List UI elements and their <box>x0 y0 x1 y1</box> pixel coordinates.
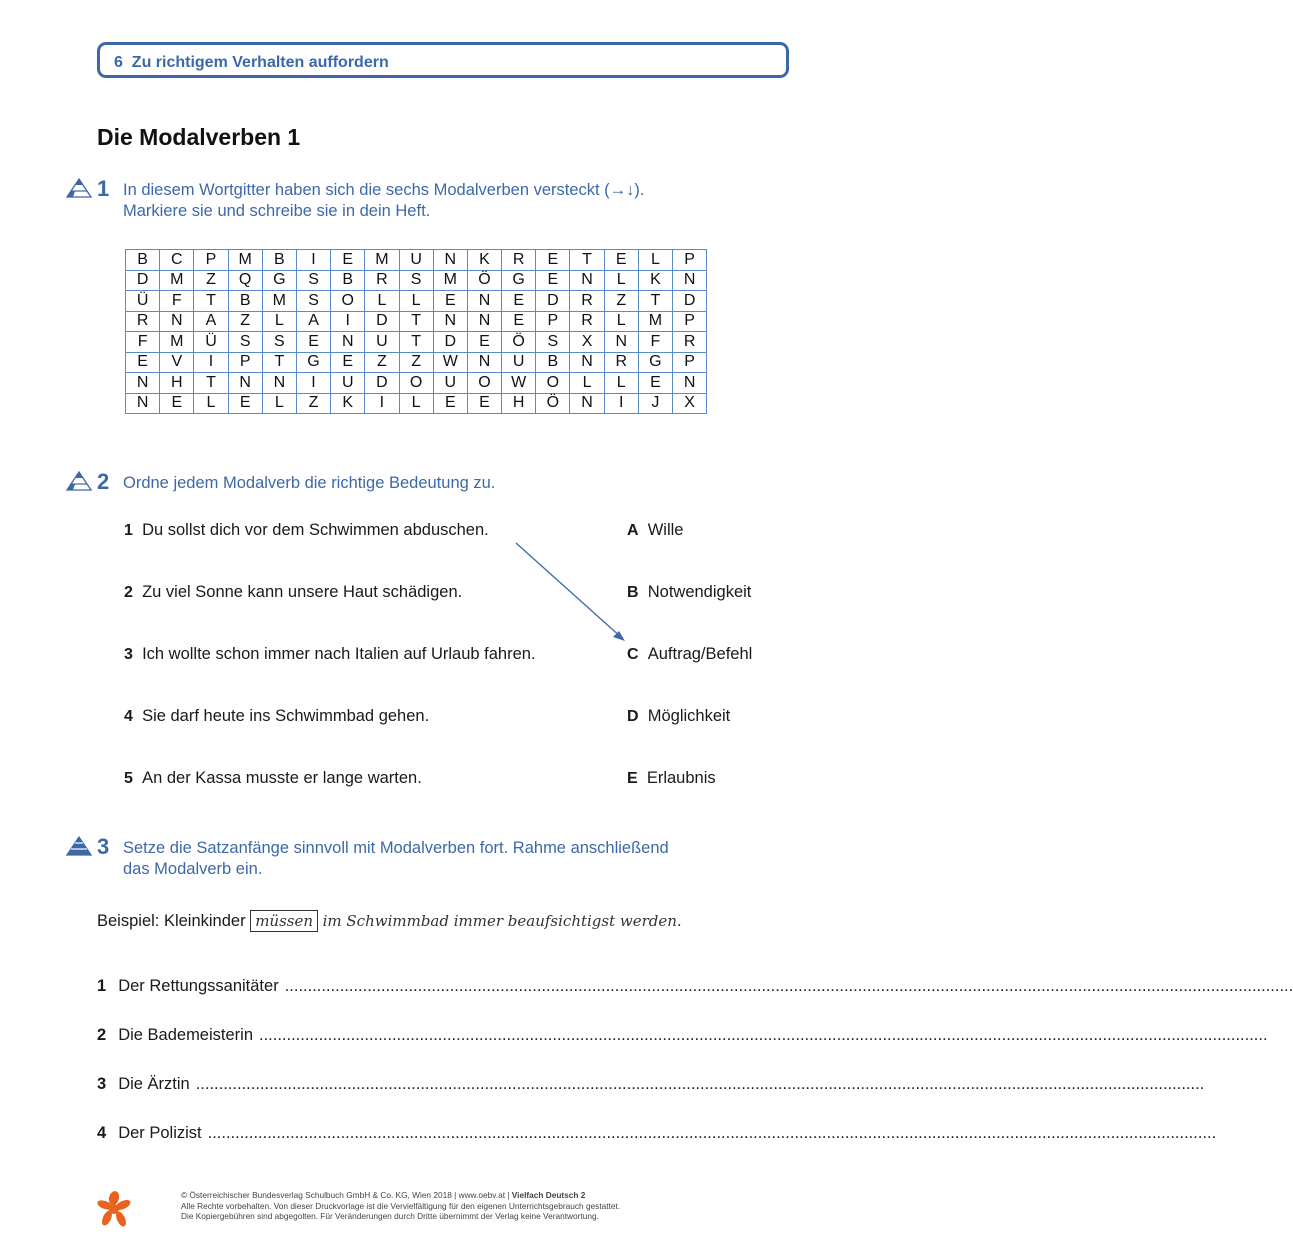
answer-line <box>97 1075 1205 1094</box>
grid-cell[interactable]: X <box>673 393 707 414</box>
grid-cell[interactable]: I <box>365 393 399 414</box>
grid-cell[interactable]: N <box>570 352 604 373</box>
grid-cell[interactable]: G <box>638 352 672 373</box>
grid-cell[interactable]: F <box>126 332 160 353</box>
grid-cell[interactable]: I <box>604 393 638 414</box>
grid-row <box>126 270 707 291</box>
sentence-number: 1 <box>124 522 133 539</box>
grid-cell[interactable]: P <box>673 352 707 373</box>
grid-cell[interactable]: T <box>399 311 433 332</box>
page-title: Die Modalverben 1 <box>97 124 301 150</box>
answer-number: 2 <box>97 1026 107 1044</box>
grid-row <box>126 352 707 373</box>
grid-cell[interactable]: G <box>262 270 296 291</box>
grid-cell[interactable]: L <box>365 291 399 312</box>
grid-cell[interactable]: P <box>536 311 570 332</box>
grid-cell[interactable]: I <box>296 373 330 394</box>
grid-cell[interactable]: R <box>570 291 604 312</box>
footer-line2: Alle Rechte vorbehalten. Von dieser Druckvorlage ist die Vervielfältigung für den eigenen Unterrichtsgebrauch gestattet. <box>181 1200 621 1211</box>
grid-cell[interactable]: G <box>502 270 536 291</box>
task1-instruction <box>123 180 823 222</box>
grid-cell[interactable]: S <box>296 270 330 291</box>
task1-number: 1 <box>97 176 110 201</box>
grid-cell[interactable]: E <box>433 393 467 414</box>
grid-cell[interactable]: O <box>331 291 365 312</box>
meaning-letter: D <box>627 708 639 725</box>
grid-cell[interactable]: L <box>262 393 296 414</box>
grid-cell[interactable]: M <box>262 291 296 312</box>
grid-cell[interactable]: E <box>502 291 536 312</box>
task3-instruction-line2: das Modalverb ein. <box>123 860 263 878</box>
task1-instruction-line1: In diesem Wortgitter haben sich die sechs Modalverben versteckt (→↓). <box>123 181 645 199</box>
grid-cell[interactable]: M <box>365 250 399 271</box>
grid-cell[interactable]: N <box>433 311 467 332</box>
grid-cell[interactable]: B <box>331 270 365 291</box>
grid-cell[interactable]: Ü <box>126 291 160 312</box>
meaning-letter: E <box>627 770 638 787</box>
grid-cell[interactable]: A <box>194 311 228 332</box>
sentence-item <box>124 707 429 726</box>
grid-cell[interactable]: E <box>126 352 160 373</box>
grid-cell[interactable]: E <box>467 393 501 414</box>
answer-line <box>97 977 1293 996</box>
grid-cell[interactable]: E <box>296 332 330 353</box>
grid-cell[interactable]: R <box>673 332 707 353</box>
grid-row <box>126 332 707 353</box>
grid-row <box>126 291 707 312</box>
meaning-item <box>627 521 683 540</box>
answer-blank[interactable]: ............................................................................................................................................................................................................................ <box>207 1124 1217 1142</box>
sentence-item <box>124 583 462 602</box>
grid-cell[interactable]: D <box>536 291 570 312</box>
answer-line <box>97 1026 1268 1045</box>
grid-cell[interactable]: I <box>331 311 365 332</box>
grid-cell[interactable]: Ö <box>502 332 536 353</box>
answer-prompt: Die Bademeisterin <box>118 1026 253 1044</box>
grid-cell[interactable]: L <box>194 393 228 414</box>
grid-cell[interactable]: Z <box>194 270 228 291</box>
grid-cell[interactable]: R <box>126 311 160 332</box>
difficulty-triangle-icon <box>66 178 92 198</box>
grid-cell[interactable]: N <box>126 373 160 394</box>
grid-cell[interactable]: B <box>126 250 160 271</box>
grid-cell[interactable]: N <box>160 311 194 332</box>
grid-cell[interactable]: T <box>570 250 604 271</box>
grid-cell[interactable]: U <box>433 373 467 394</box>
meaning-letter: C <box>627 646 639 663</box>
grid-cell[interactable]: Q <box>228 270 262 291</box>
meaning-text[interactable]: Erlaubnis <box>646 769 716 787</box>
grid-cell[interactable]: W <box>433 352 467 373</box>
publisher-logo-icon <box>96 1190 132 1233</box>
grid-cell[interactable]: H <box>160 373 194 394</box>
task3-instruction <box>123 838 823 880</box>
grid-cell[interactable]: N <box>331 332 365 353</box>
grid-row <box>126 393 707 414</box>
meaning-letter: B <box>627 584 639 601</box>
grid-cell[interactable]: K <box>638 270 672 291</box>
answer-prompt: Der Polizist <box>118 1124 202 1142</box>
grid-cell[interactable]: N <box>604 332 638 353</box>
grid-cell[interactable]: D <box>365 373 399 394</box>
chapter-number: 6 <box>114 54 123 71</box>
task2-instruction: Ordne jedem Modalverb die richtige Bedeutung zu. <box>123 474 496 492</box>
answer-blank[interactable]: ............................................................................................................................................................................................................................ <box>259 1026 1268 1044</box>
meaning-item <box>627 769 716 788</box>
grid-cell[interactable]: T <box>194 291 228 312</box>
grid-row <box>126 311 707 332</box>
grid-cell[interactable]: L <box>399 291 433 312</box>
grid-cell[interactable]: B <box>262 250 296 271</box>
grid-cell[interactable]: R <box>365 270 399 291</box>
example-sentence <box>97 910 682 932</box>
example-verb-box: müssen <box>250 910 318 932</box>
footer-line1 <box>181 1190 620 1201</box>
sentence-item <box>124 521 489 540</box>
grid-cell[interactable]: L <box>262 311 296 332</box>
grid-cell[interactable]: I <box>194 352 228 373</box>
grid-cell[interactable]: B <box>228 291 262 312</box>
grid-cell[interactable]: Z <box>365 352 399 373</box>
footer-copyright <box>181 1190 620 1222</box>
grid-cell[interactable]: N <box>467 311 501 332</box>
grid-cell[interactable]: N <box>467 291 501 312</box>
grid-cell[interactable]: D <box>126 270 160 291</box>
grid-cell[interactable]: S <box>536 332 570 353</box>
footer-publisher: © Österreichischer Bundesverlag Schulbuch GmbH & Co. KG, Wien 2018 | www.oebv.at | <box>181 1190 512 1200</box>
footer-book-title: Vielfach Deutsch 2 <box>511 1190 586 1200</box>
grid-cell[interactable]: M <box>160 332 194 353</box>
meaning-text[interactable]: Möglichkeit <box>647 707 731 725</box>
grid-cell[interactable]: P <box>228 352 262 373</box>
grid-cell[interactable]: Z <box>604 291 638 312</box>
grid-cell[interactable]: Z <box>399 352 433 373</box>
sentence-number: 2 <box>124 584 133 601</box>
chapter-name: Zu richtigem Verhalten auffordern <box>131 54 389 71</box>
sentence-number: 4 <box>124 708 133 725</box>
answer-line <box>97 1124 1217 1143</box>
grid-cell[interactable]: E <box>604 250 638 271</box>
answer-blank[interactable]: ............................................................................................................................................................................................................................ <box>195 1075 1205 1093</box>
grid-cell[interactable]: M <box>160 270 194 291</box>
grid-cell[interactable]: T <box>399 332 433 353</box>
grid-cell[interactable]: T <box>262 352 296 373</box>
grid-cell[interactable]: F <box>160 291 194 312</box>
sentence-number: 3 <box>124 646 133 663</box>
sentence-text[interactable]: Sie darf heute ins Schwimmbad gehen. <box>142 707 430 725</box>
grid-cell[interactable]: W <box>502 373 536 394</box>
grid-cell[interactable]: Ö <box>536 393 570 414</box>
grid-cell[interactable]: E <box>536 270 570 291</box>
grid-cell[interactable]: H <box>502 393 536 414</box>
grid-cell[interactable]: L <box>604 311 638 332</box>
grid-cell[interactable]: N <box>467 352 501 373</box>
task1-instruction-line2: Markiere sie und schreibe sie in dein Heft. <box>123 202 431 220</box>
grid-cell[interactable]: L <box>399 393 433 414</box>
grid-cell[interactable]: S <box>262 332 296 353</box>
sentence-text[interactable]: Ich wollte schon immer nach Italien auf Urlaub fahren. <box>142 645 536 663</box>
chapter-header <box>97 42 789 78</box>
difficulty-triangle-icon <box>66 836 92 856</box>
grid-cell[interactable]: U <box>399 250 433 271</box>
grid-cell[interactable]: N <box>126 393 160 414</box>
grid-cell[interactable]: S <box>399 270 433 291</box>
grid-cell[interactable]: M <box>433 270 467 291</box>
grid-cell[interactable]: O <box>467 373 501 394</box>
grid-cell[interactable]: J <box>638 393 672 414</box>
grid-cell[interactable]: O <box>399 373 433 394</box>
grid-cell[interactable]: A <box>296 311 330 332</box>
answer-prompt: Der Rettungssanitäter <box>118 977 279 995</box>
sentence-text[interactable]: An der Kassa musste er lange warten. <box>142 769 422 787</box>
grid-cell[interactable]: T <box>638 291 672 312</box>
sentence-text[interactable]: Zu viel Sonne kann unsere Haut schädigen. <box>142 583 463 601</box>
grid-cell[interactable]: K <box>331 393 365 414</box>
meaning-text[interactable]: Notwendigkeit <box>647 583 752 601</box>
grid-cell[interactable]: E <box>467 332 501 353</box>
sentence-number: 5 <box>124 770 133 787</box>
grid-cell[interactable]: G <box>296 352 330 373</box>
sentence-item <box>124 645 536 664</box>
word-grid <box>125 249 707 414</box>
meaning-item <box>627 645 752 664</box>
grid-cell[interactable]: D <box>365 311 399 332</box>
grid-cell[interactable]: N <box>570 270 604 291</box>
task3-number: 3 <box>97 834 110 859</box>
grid-cell[interactable]: B <box>536 352 570 373</box>
grid-cell[interactable]: Z <box>296 393 330 414</box>
grid-cell[interactable]: L <box>604 270 638 291</box>
grid-cell[interactable]: E <box>433 291 467 312</box>
grid-cell[interactable]: M <box>638 311 672 332</box>
grid-cell[interactable]: U <box>365 332 399 353</box>
grid-cell[interactable]: U <box>502 352 536 373</box>
grid-cell[interactable]: L <box>604 373 638 394</box>
grid-cell[interactable]: L <box>570 373 604 394</box>
grid-cell[interactable]: P <box>194 250 228 271</box>
grid-cell[interactable]: Ü <box>194 332 228 353</box>
grid-cell[interactable]: N <box>262 373 296 394</box>
meaning-letter: A <box>627 522 639 539</box>
grid-cell[interactable]: X <box>570 332 604 353</box>
grid-cell[interactable]: I <box>296 250 330 271</box>
grid-cell[interactable]: D <box>673 291 707 312</box>
grid-cell[interactable]: L <box>638 250 672 271</box>
sentence-text[interactable]: Du sollst dich vor dem Schwimmen abduschen. <box>142 521 489 539</box>
difficulty-triangle-icon <box>66 471 92 491</box>
grid-cell[interactable]: R <box>604 352 638 373</box>
grid-cell[interactable]: O <box>536 373 570 394</box>
grid-cell[interactable]: N <box>570 393 604 414</box>
grid-cell[interactable]: E <box>160 393 194 414</box>
answer-number: 3 <box>97 1075 107 1093</box>
sentence-item <box>124 769 422 788</box>
connection-arrow <box>510 538 635 648</box>
answer-prompt: Die Ärztin <box>118 1075 190 1093</box>
grid-cell[interactable]: P <box>673 311 707 332</box>
footer-line3: Die Kopiergebühren sind abgegolten. Für Veränderungen durch Dritte übernimmt der Verlag keine Verantwortung. <box>181 1211 599 1221</box>
answer-number: 1 <box>97 977 107 995</box>
meaning-item <box>627 583 751 602</box>
task3-instruction-line1: Setze die Satzanfänge sinnvoll mit Modalverben fort. Rahme anschließend <box>123 839 669 857</box>
grid-row <box>126 250 707 271</box>
grid-cell[interactable]: U <box>331 373 365 394</box>
grid-cell[interactable]: E <box>331 250 365 271</box>
meaning-text[interactable]: Auftrag/Befehl <box>647 645 753 663</box>
grid-cell[interactable]: S <box>228 332 262 353</box>
grid-cell[interactable]: M <box>228 250 262 271</box>
chapter-title <box>114 54 389 72</box>
grid-cell[interactable]: T <box>194 373 228 394</box>
grid-cell[interactable]: P <box>673 250 707 271</box>
grid-cell[interactable]: D <box>433 332 467 353</box>
example-label: Beispiel: Kleinkinder <box>97 912 246 930</box>
meaning-item <box>627 707 730 726</box>
grid-cell[interactable]: C <box>160 250 194 271</box>
grid-cell[interactable]: N <box>673 270 707 291</box>
grid-cell[interactable]: E <box>638 373 672 394</box>
grid-cell[interactable]: K <box>467 250 501 271</box>
grid-cell[interactable]: N <box>673 373 707 394</box>
answer-number: 4 <box>97 1124 107 1142</box>
grid-cell[interactable]: F <box>638 332 672 353</box>
example-continuation: im Schwimmbad immer beaufsichtigst werden. <box>322 912 682 930</box>
grid-cell[interactable]: E <box>536 250 570 271</box>
grid-cell[interactable]: E <box>331 352 365 373</box>
grid-cell[interactable]: N <box>433 250 467 271</box>
grid-cell[interactable]: S <box>296 291 330 312</box>
grid-cell[interactable]: Ö <box>467 270 501 291</box>
grid-cell[interactable]: E <box>228 393 262 414</box>
grid-row <box>126 373 707 394</box>
grid-cell[interactable]: R <box>502 250 536 271</box>
grid-cell[interactable]: R <box>570 311 604 332</box>
grid-cell[interactable]: N <box>228 373 262 394</box>
answer-blank[interactable]: ............................................................................................................................................................................................................................ <box>284 977 1293 995</box>
task2-number: 2 <box>97 469 110 494</box>
grid-cell[interactable]: V <box>160 352 194 373</box>
grid-cell[interactable]: E <box>502 311 536 332</box>
meaning-text[interactable]: Wille <box>647 521 684 539</box>
grid-cell[interactable]: Z <box>228 311 262 332</box>
